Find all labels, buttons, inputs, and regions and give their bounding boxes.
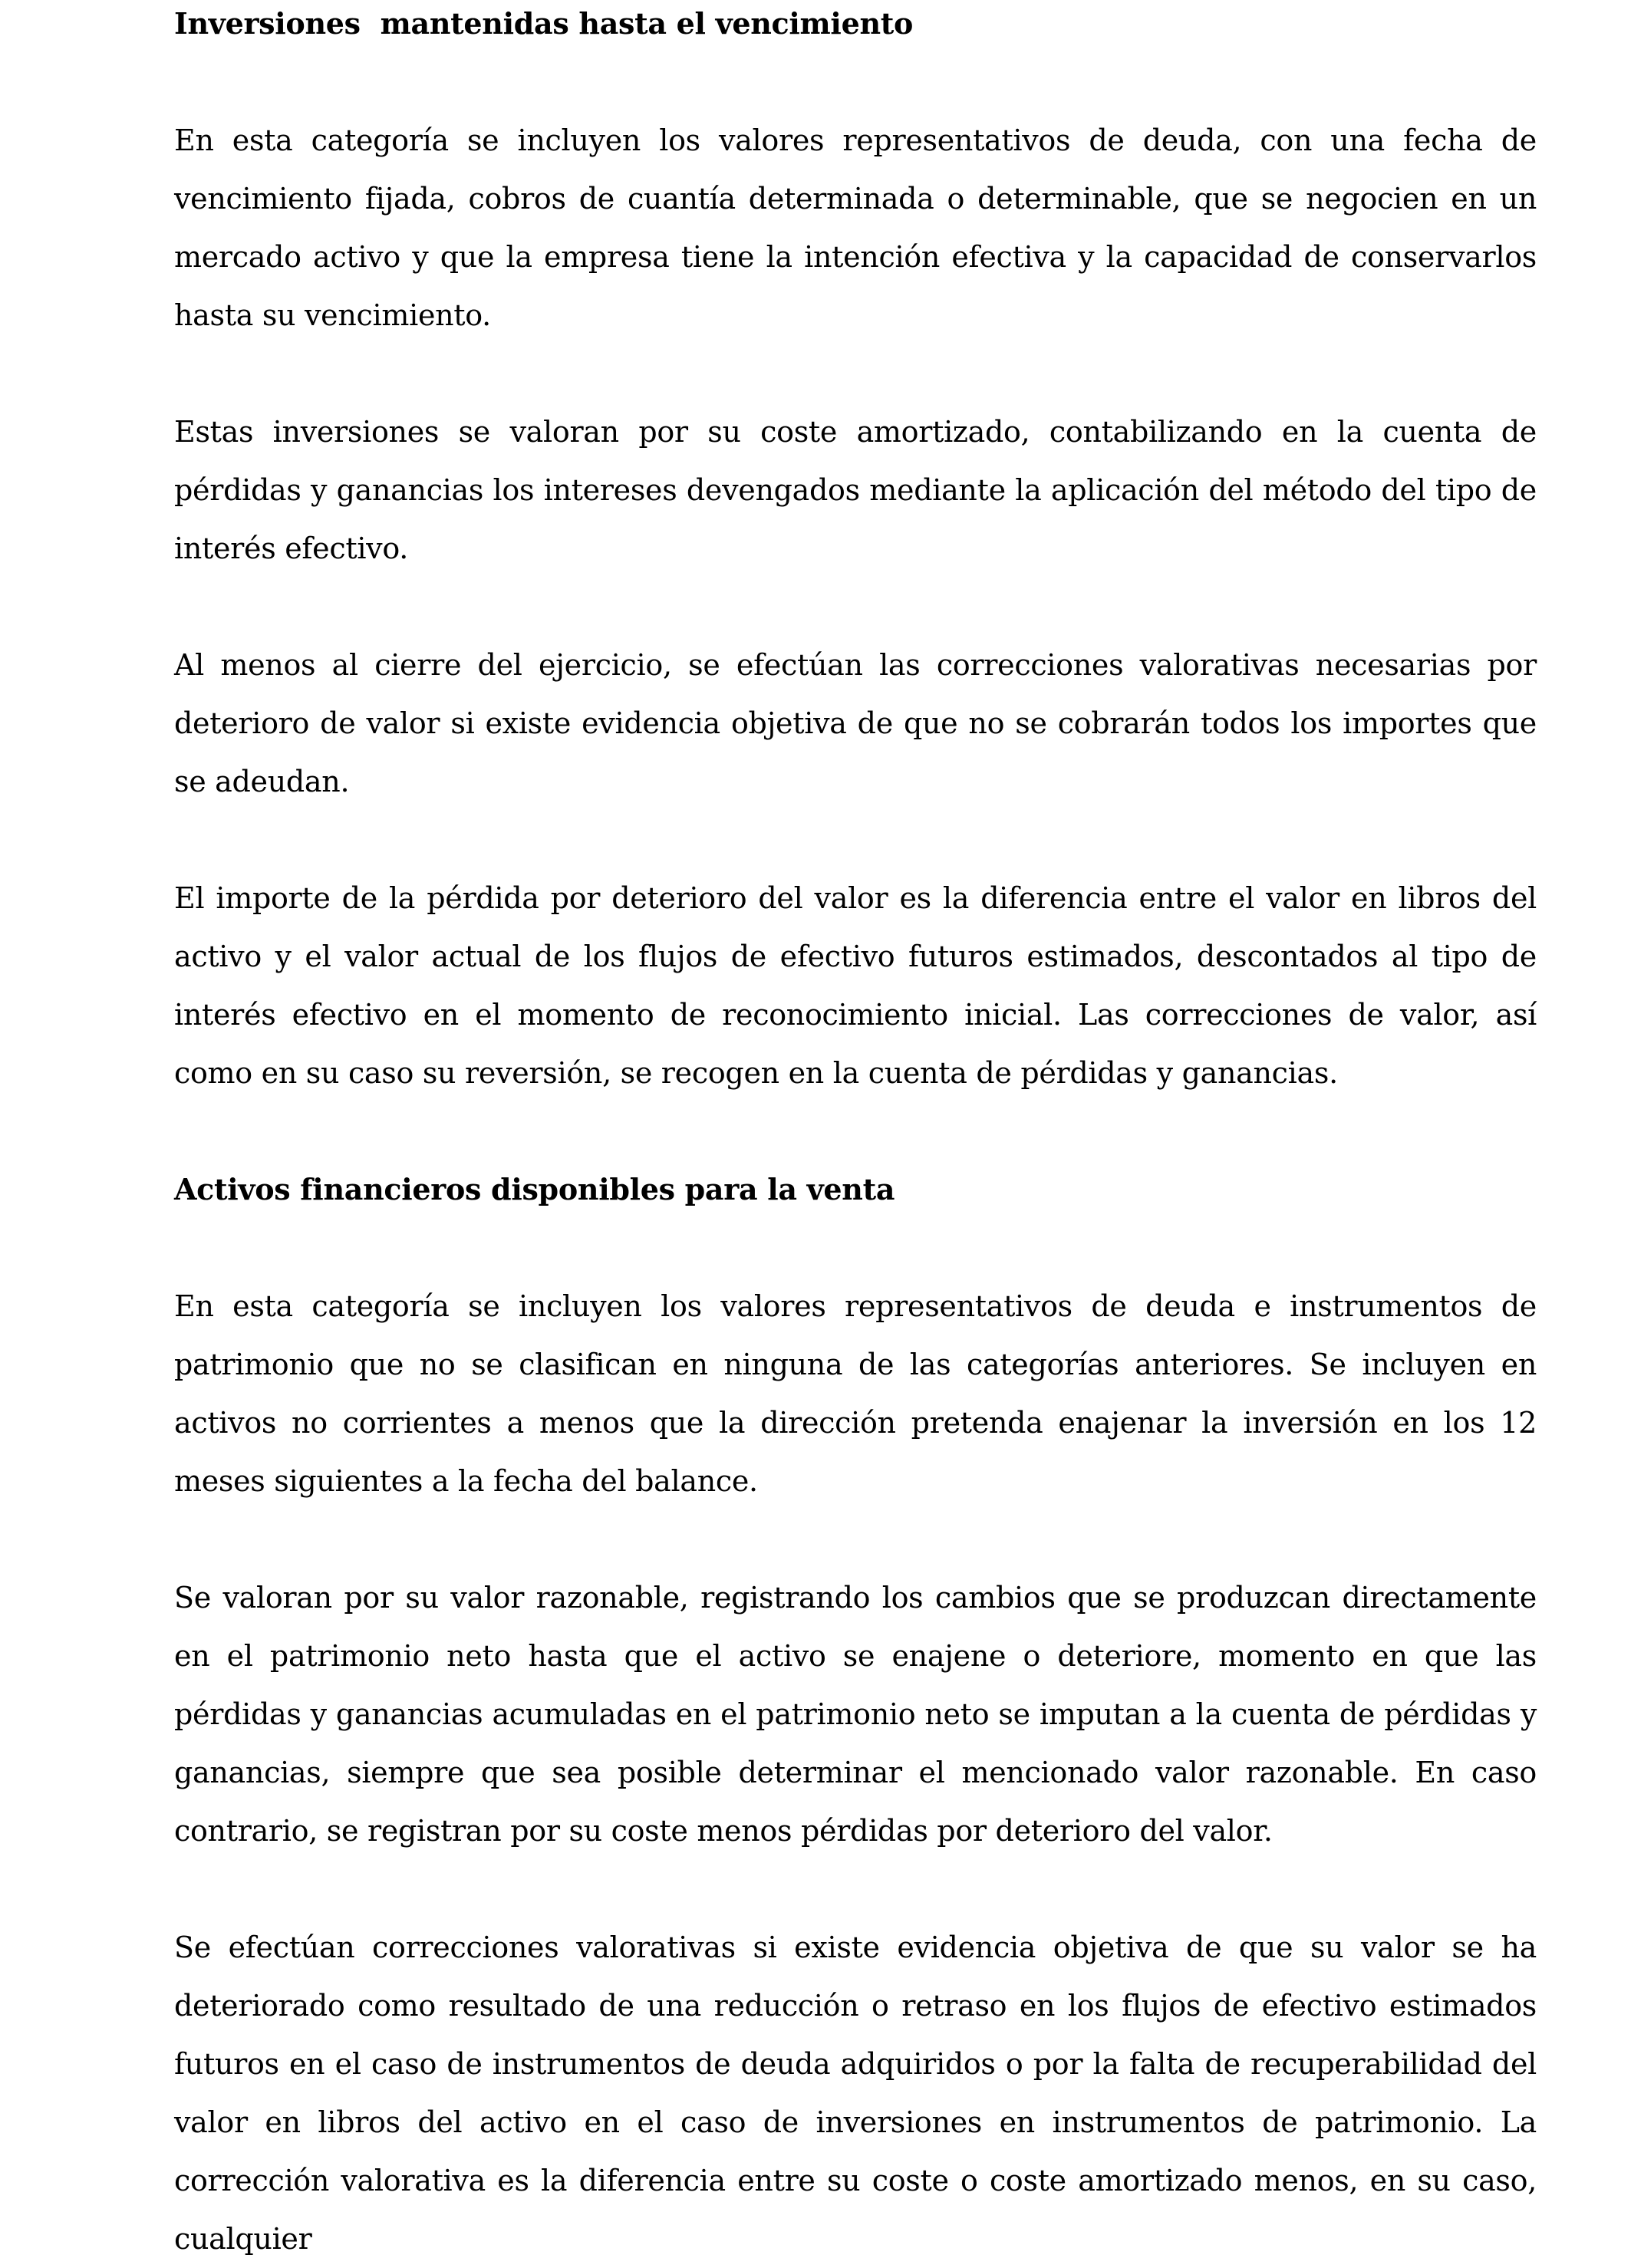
section-heading-held-to-maturity: Inversiones mantenidas hasta el vencimiento	[174, 6, 914, 41]
paragraph: En esta categoría se incluyen los valores representativos de deuda e instrumentos de patrimonio que no se clasifican en ninguna de las categorías anteriores. Se incluyen en activos no corrientes a menos que la dirección pretenda enajenar la inversión en los 12 meses siguientes a la fecha del balance.	[174, 1289, 1537, 1498]
spacer	[174, 1102, 1537, 1160]
spacer	[174, 1860, 1537, 1918]
spacer	[174, 344, 1537, 403]
spacer	[174, 1219, 1537, 1277]
paragraph: Al menos al cierre del ejercicio, se efectúan las correcciones valorativas necesarias por deterioro de valor si existe evidencia objetiva de que no se cobrarán todos los importes que se adeudan.	[174, 648, 1537, 798]
document-page	[174, 0, 1537, 2268]
spacer	[174, 53, 1537, 111]
paragraph: Se valoran por su valor razonable, registrando los cambios que se produzcan directamente en el patrimonio neto hasta que el activo se enajene o deteriore, momento en que las pérdidas y ganancias acumuladas en el patrimonio neto se imputan a la cuenta de pérdidas y ganancias, siempre que sea posible determinar el mencionado valor razonable. En caso contrario, se registran por su coste menos pérdidas por deterioro del valor.	[174, 1581, 1537, 1848]
section-heading-available-for-sale: Activos financieros disponibles para la venta	[174, 1172, 895, 1206]
paragraph: En esta categoría se incluyen los valores representativos de deuda, con una fecha de vencimiento fijada, cobros de cuantía determinada o determinable, que se negocien en un mercado activo y que la empresa tiene la intención efectiva y la capacidad de conservarlos hasta su vencimiento.	[174, 123, 1537, 332]
paragraph: El importe de la pérdida por deterioro del valor es la diferencia entre el valor en libros del activo y el valor actual de los flujos de efectivo futuros estimados, descontados al tipo de interés efectivo en el momento de reconocimiento inicial. Las correcciones de valor, así como en su caso su reversión, se recogen en la cuenta de pérdidas y ganancias.	[174, 881, 1537, 1090]
spacer	[174, 1510, 1537, 1569]
spacer	[174, 811, 1537, 869]
spacer	[174, 578, 1537, 636]
paragraph: Se efectúan correcciones valorativas si existe evidencia objetiva de que su valor se ha deteriorado como resultado de una reducción o retraso en los flujos de efectivo estimados futuros en el caso de instrumentos de deuda adquiridos o por la falta de recuperabilidad del valor en libros del activo en el caso de inversiones en instrumentos de patrimonio. La corrección valorativa es la diferencia entre su coste o coste amortizado menos, en su caso, cualquier	[174, 1931, 1537, 2256]
paragraph: Estas inversiones se valoran por su coste amortizado, contabilizando en la cuenta de pérdidas y ganancias los intereses devengados mediante la aplicación del método del tipo de interés efectivo.	[174, 415, 1537, 565]
